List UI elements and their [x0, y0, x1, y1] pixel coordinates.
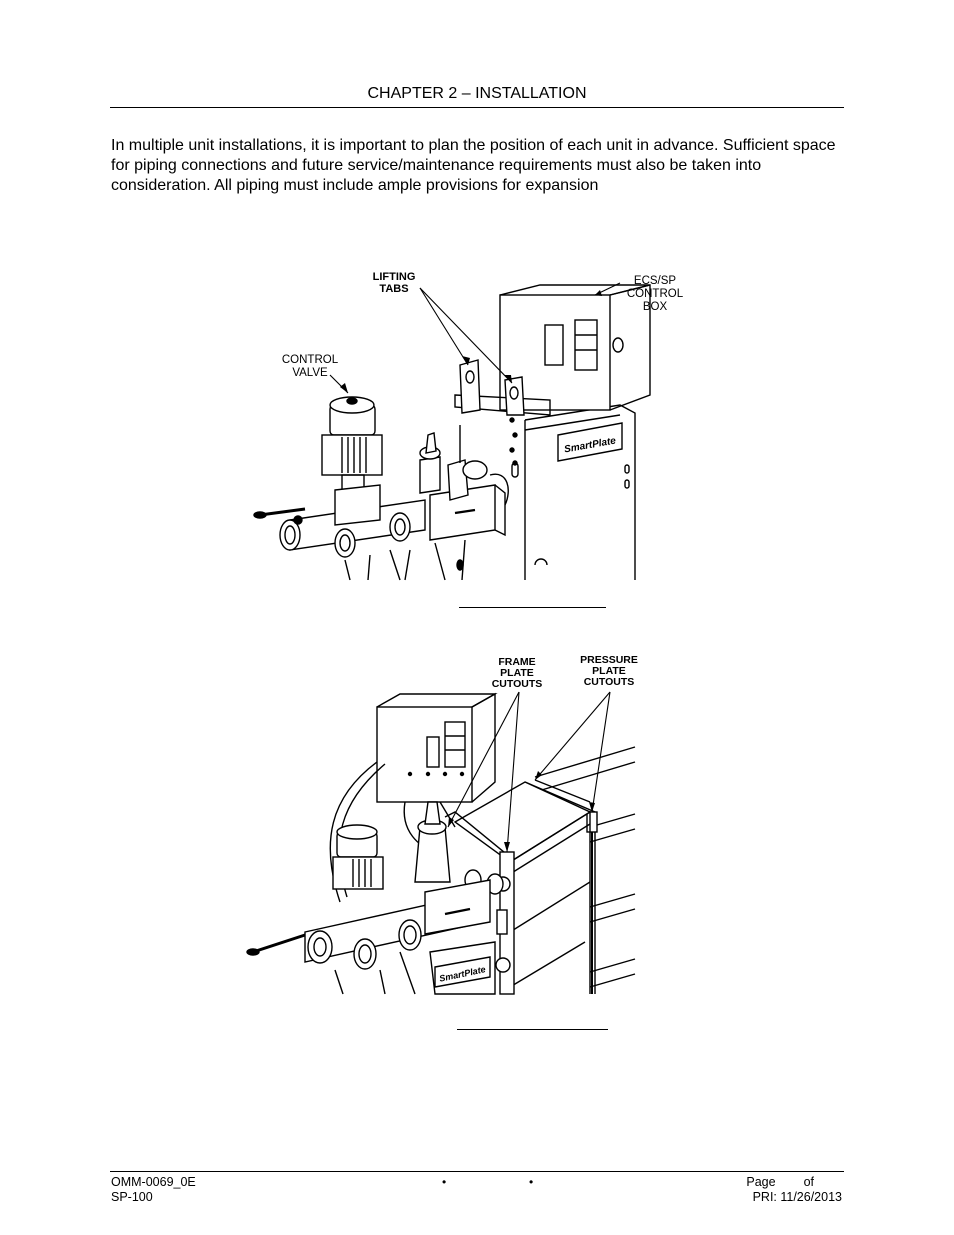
label-control-box-line3: BOX — [642, 301, 668, 313]
footer-rule — [110, 1171, 844, 1172]
footer-bullet-1: • — [442, 1175, 447, 1189]
page-indicator — [746, 1175, 842, 1190]
figure-1-caption-rule — [459, 607, 606, 608]
model-number: SP-100 — [111, 1190, 153, 1204]
of-word: of — [803, 1175, 814, 1189]
chapter-title: CHAPTER 2 – INSTALLATION — [367, 85, 587, 102]
label-frame-line3: CUTOUTS — [491, 678, 543, 690]
doc-number: OMM-0069_0E — [111, 1175, 196, 1189]
footer-left — [111, 1175, 196, 1205]
label-control-valve-line2: VALVE — [292, 367, 328, 379]
body-paragraph: In multiple unit installations, it is important to plan the position of each unit in advance. Sufficient space for piping connections and future service/maintenance requirements must also be taken into consideration. All piping must include ample provisions for expansion — [111, 137, 836, 194]
label-lifting-tabs-line2: TABS — [379, 283, 409, 295]
label-pressure-line3: CUTOUTS — [583, 676, 635, 688]
page-word: Page — [746, 1175, 776, 1189]
figure-2-caption-rule — [457, 1029, 608, 1030]
header-rule — [110, 107, 844, 108]
label-pressure-line2: PLATE — [592, 665, 626, 677]
revision-date: PRI: 11/26/2013 — [752, 1190, 842, 1204]
brand-logo: SmartPlate — [563, 435, 617, 456]
label-pressure-line1: PRESSURE — [580, 654, 638, 666]
figure-1-water-heater-unit — [250, 265, 690, 585]
label-control-box-line1: ECS/SP — [633, 275, 677, 287]
footer-right — [746, 1175, 842, 1205]
label-frame-line2: PLATE — [500, 667, 534, 679]
label-control-box-line2: CONTROL — [626, 288, 684, 300]
figure-2-plate-heat-exchanger — [245, 652, 645, 997]
label-frame-line1: FRAME — [498, 656, 536, 668]
footer-bullet-2: • — [529, 1175, 534, 1189]
label-control-valve-line1: CONTROL — [281, 354, 339, 366]
label-lifting-tabs-line1: LIFTING — [372, 271, 416, 283]
brand-logo: SmartPlate — [438, 964, 487, 984]
